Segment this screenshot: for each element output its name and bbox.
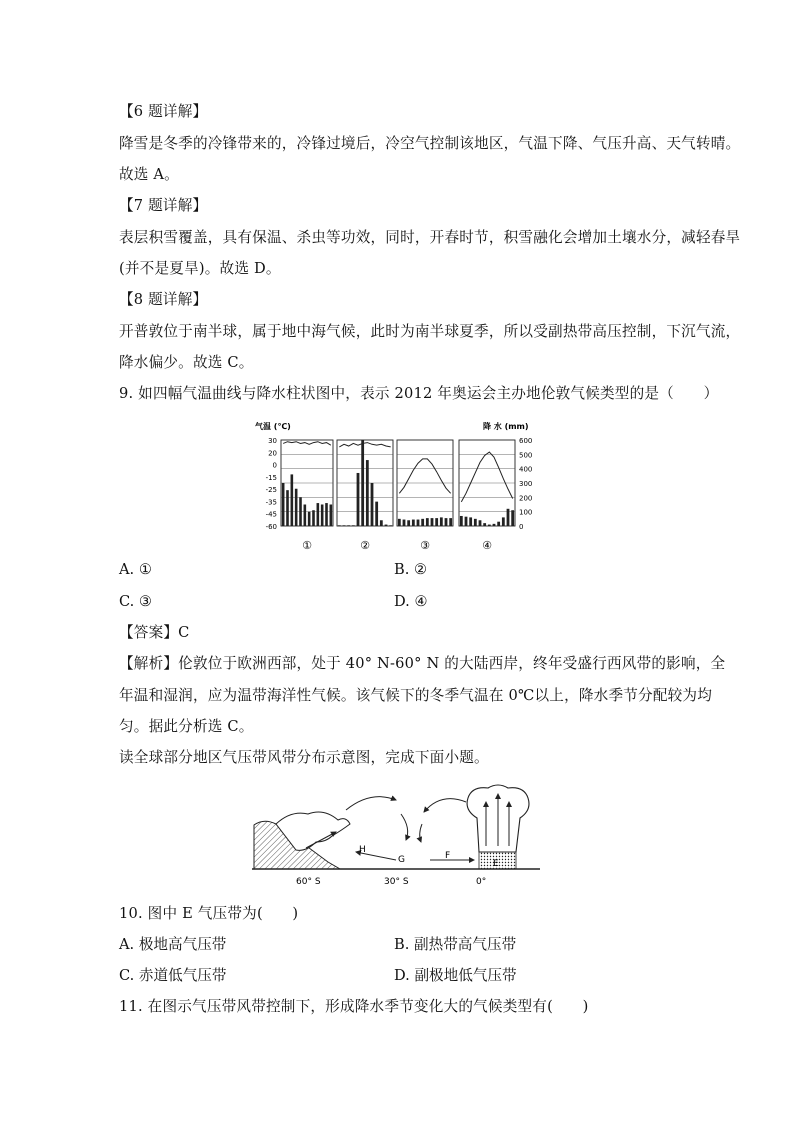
precip-bar (435, 518, 438, 526)
temp-tick-label: 0 (272, 461, 277, 470)
precip-bar (445, 518, 448, 526)
question-11-stem: 11. 在图示气压带风带控制下，形成降水季节变化大的气候类型有( ) (119, 998, 589, 1015)
precip-bar (465, 517, 468, 526)
precip-bar (417, 520, 420, 526)
precip-bar (361, 440, 364, 526)
temp-tick-label: -15 (265, 473, 277, 482)
precip-bar (291, 474, 294, 526)
temp-axis-label: 气温 (℃) (255, 422, 291, 431)
precip-bar (493, 524, 496, 526)
heading-q8-detail: 【8 题详解】 (119, 291, 208, 308)
panel-label: ① (302, 539, 312, 552)
precip-axis-label: 降 水 (mm) (483, 422, 529, 431)
label-h: H (359, 845, 366, 855)
precip-bar (440, 517, 443, 526)
precip-bar (286, 490, 289, 526)
precip-bar (371, 483, 374, 526)
q9-analysis-line-2: 年温和湿润，应为温带海洋性气候。该气候下的冬季气温在 0℃以上，降水季节分配较为均 (119, 687, 713, 704)
temp-curve (283, 442, 331, 445)
q9-option-b: B. ② (394, 561, 428, 578)
precip-tick-label: 400 (519, 465, 533, 474)
precip-bar (304, 505, 307, 527)
precip-bar (312, 510, 315, 526)
q9-answer: 【答案】C (119, 624, 190, 641)
precip-bar (507, 509, 510, 526)
precip-tick-label: 600 (519, 437, 533, 445)
text-q8-choice: 降水偏少。故选 C。 (119, 354, 254, 371)
precip-tick-label: 200 (519, 494, 533, 503)
temp-curve (399, 459, 450, 493)
q9-analysis-line-3: 匀。据此分析选 C。 (119, 718, 254, 735)
precip-tick-label: 0 (519, 523, 524, 531)
precip-bar (511, 510, 514, 526)
temp-tick-label: -35 (265, 498, 277, 507)
precip-bar (431, 518, 434, 526)
lat-60s: 60° S (296, 877, 321, 887)
q9-option-d: D. ④ (394, 593, 428, 610)
precip-tick-label: 100 (519, 508, 533, 517)
climate-panels (281, 440, 515, 552)
heading-q6-detail: 【6 题详解】 (119, 103, 208, 120)
pressure-wind-diagram (246, 780, 546, 892)
precip-bar (380, 520, 383, 526)
precip-bar (398, 519, 401, 526)
precip-bar (407, 520, 410, 526)
text-q7-explanation: 表层积雪覆盖，具有保温、杀虫等功效，同时，开春时节，积雪融化会增加土壤水分，减轻春旱 (119, 229, 741, 246)
precip-bar (325, 503, 328, 526)
precip-bar (338, 525, 341, 526)
precip-bar (488, 525, 491, 526)
precip-bar (421, 519, 424, 526)
lat-0: 0° (476, 877, 487, 887)
q10-option-d: D. 副极地低气压带 (394, 967, 517, 984)
temp-tick-label: 20 (268, 449, 277, 458)
climate-charts-figure (253, 418, 533, 558)
question-9-stem: 9. 如四幅气温曲线与降水柱状图中，表示 2012 年奥运会主办地伦敦气候类型的是（ ） (119, 385, 719, 402)
precip-bar (308, 512, 311, 526)
text-q6-choice: 故选 A。 (119, 166, 179, 183)
q10-option-b: B. 副热带高气压带 (394, 936, 517, 953)
q10-option-a: A. 极地高气压带 (119, 936, 227, 953)
precip-bar (449, 518, 452, 526)
temp-ticks (266, 437, 277, 531)
q9-option-a: A. ① (119, 561, 152, 578)
group-intro: 读全球部分地区气压带风带分布示意图，完成下面小题。 (119, 749, 489, 766)
precip-bar (479, 520, 482, 526)
precip-bar (343, 525, 346, 526)
temp-tick-label: -60 (265, 523, 277, 531)
precip-bar (412, 520, 415, 526)
precip-tick-label: 500 (519, 451, 533, 460)
heading-q7-detail: 【7 题详解】 (119, 197, 208, 214)
text-q8-explanation: 开普敦位于南半球，属于地中海气候，此时为南半球夏季，所以受副热带高压控制，下沉气流， (119, 323, 741, 340)
text-q6-explanation: 降雪是冬季的冷锋带来的，冷锋过境后，冷空气控制该地区，气温下降、气压升高、天气转晴。 (119, 135, 741, 152)
precip-bar (389, 525, 392, 526)
panel-label: ③ (420, 539, 430, 552)
q10-option-c: C. 赤道低气压带 (119, 967, 227, 984)
panel-label: ④ (482, 539, 492, 552)
precip-bar (385, 525, 388, 526)
text-q7-choice: (并不是夏旱)。故选 D。 (119, 260, 281, 277)
precip-bar (502, 517, 505, 526)
q9-analysis-line-1: 【解析】伦敦位于欧洲西部，处于 40° N-60° N 的大陆西岸，终年受盛行西风带的影响，全 (119, 655, 726, 672)
precip-bar (474, 519, 477, 526)
question-10-stem: 10. 图中 E 气压带为( ) (119, 905, 299, 922)
precip-bar (299, 497, 302, 526)
label-f: F (445, 851, 451, 861)
precip-bar (282, 483, 285, 526)
precip-bar (330, 505, 333, 527)
precip-bar (375, 502, 378, 526)
precip-bar (497, 522, 500, 526)
q9-option-c: C. ③ (119, 593, 153, 610)
precip-bar (426, 518, 429, 526)
temp-tick-label: -25 (265, 486, 277, 495)
precip-bar (469, 517, 472, 526)
precip-tick-label: 300 (519, 480, 533, 488)
precip-bar (352, 525, 355, 526)
precip-bar (366, 460, 369, 526)
label-g: G (398, 855, 405, 865)
temp-curve (339, 443, 390, 447)
temp-tick-label: -45 (265, 510, 277, 519)
precip-bar (403, 520, 406, 526)
label-e: E (493, 859, 499, 869)
temp-tick-label: 30 (268, 437, 277, 445)
panel-label: ② (360, 539, 370, 552)
precip-bar (317, 503, 320, 526)
lat-30s: 30° S (384, 877, 409, 887)
precip-bar (347, 525, 350, 526)
precip-bar (357, 473, 360, 526)
temp-curve (461, 452, 512, 502)
precip-bar (321, 505, 324, 527)
precip-bar (295, 489, 298, 526)
precip-bar (483, 523, 486, 526)
precip-ticks (519, 437, 532, 531)
precip-bar (460, 516, 463, 526)
